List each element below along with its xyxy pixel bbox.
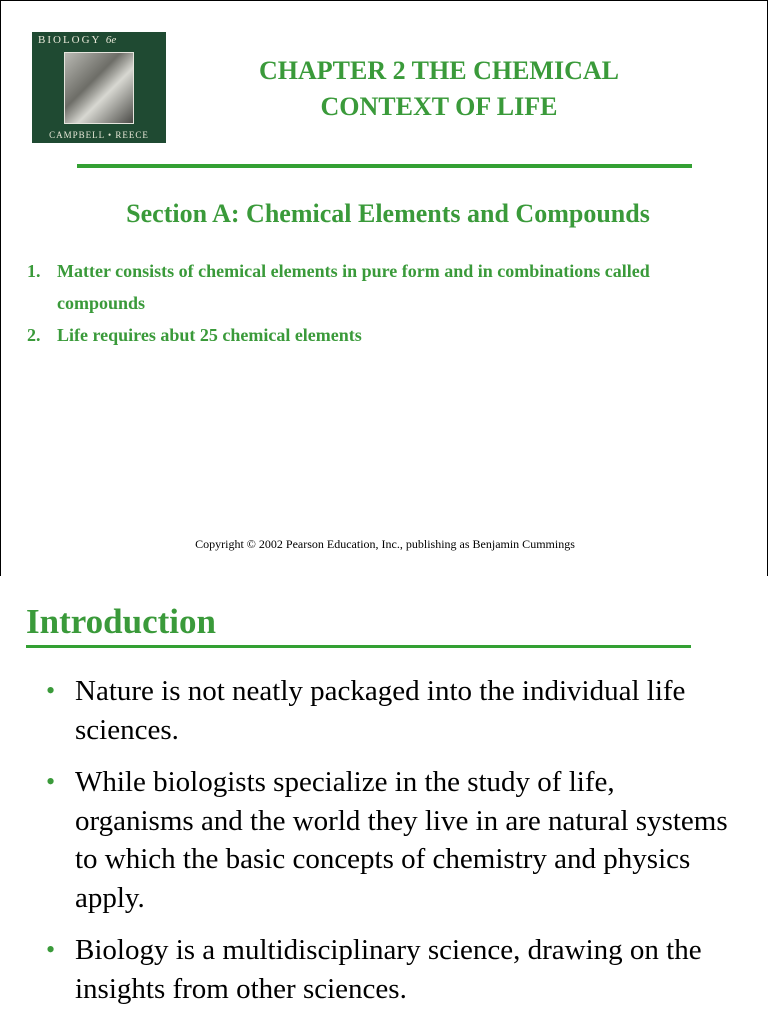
bullet-icon: • [46,935,56,964]
book-cover-logo [32,32,166,143]
title-divider [77,164,692,168]
bullet-text: While biologists specialize in the study of life, organisms and the world they live in are natural systems to which the basic concepts of chemistry and physics apply. [75,766,728,914]
chapter-title-line1: CHAPTER 2 THE CHEMICAL [259,56,619,85]
cover-edition: 6e [105,34,117,46]
outline-item [27,319,727,351]
cover-image [64,52,134,124]
section-outline [27,255,727,351]
outline-item-number: 1. [27,261,41,281]
slide-heading: Introduction [26,602,216,641]
bullet-list [46,672,736,1022]
outline-item-text: Matter consists of chemical elements in pure form and in combinations called compounds [57,261,650,313]
bullet-item [46,672,736,749]
cover-title-text: BIOLOGY [38,34,102,46]
bullet-icon: • [46,767,56,796]
outline-item [27,255,727,319]
cover-authors: CAMPBELL • REECE [49,130,149,140]
chapter-title [201,53,677,125]
chapter-title-line2: CONTEXT OF LIFE [320,92,558,121]
bullet-item [46,763,736,917]
copyright-notice: Copyright © 2002 Pearson Education, Inc., publishing as Benjamin Cummings [195,537,575,551]
heading-divider [26,645,691,648]
bullet-text: Biology is a multidisciplinary science, drawing on the insights from other sciences. [75,934,702,1005]
introduction-slide [0,576,768,1024]
outline-item-text: Life requires abut 25 chemical elements [57,325,362,345]
outline-item-number: 2. [27,325,41,345]
cover-title [38,34,116,46]
section-title: Section A: Chemical Elements and Compounds [126,199,650,228]
bullet-text: Nature is not neatly packaged into the individual life sciences. [75,675,686,746]
bullet-item [46,931,736,1008]
bullet-icon: • [46,676,56,705]
